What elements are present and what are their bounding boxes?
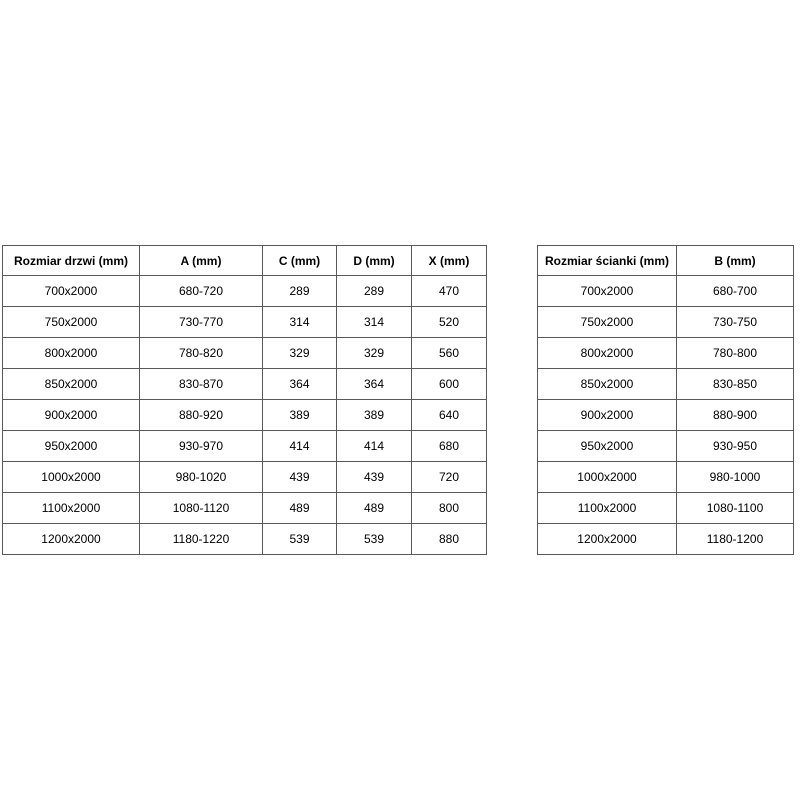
table-cell: 730-770 [140, 307, 263, 338]
table-row [538, 369, 794, 400]
column-header: X (mm) [412, 246, 487, 276]
table-cell: 680-720 [140, 276, 263, 307]
table-cell: 950x2000 [3, 431, 140, 462]
table-row [538, 431, 794, 462]
table-row [538, 493, 794, 524]
table-cell: 1080-1100 [677, 493, 794, 524]
table-cell: 880-920 [140, 400, 263, 431]
table-cell: 830-870 [140, 369, 263, 400]
table-cell: 389 [337, 400, 412, 431]
column-header: Rozmiar ścianki (mm) [538, 246, 677, 276]
table-row [538, 462, 794, 493]
table-cell: 850x2000 [538, 369, 677, 400]
table-cell: 539 [337, 524, 412, 555]
table-row [538, 400, 794, 431]
table-row [3, 493, 487, 524]
table-cell: 470 [412, 276, 487, 307]
table-cell: 414 [263, 431, 337, 462]
table-row [538, 338, 794, 369]
table-cell: 800x2000 [3, 338, 140, 369]
table-cell: 900x2000 [538, 400, 677, 431]
table-cell: 539 [263, 524, 337, 555]
table-cell: 439 [337, 462, 412, 493]
table-row [3, 462, 487, 493]
table-cell: 1080-1120 [140, 493, 263, 524]
table-cell: 364 [263, 369, 337, 400]
table-cell: 800x2000 [538, 338, 677, 369]
table-cell: 289 [337, 276, 412, 307]
table-row [538, 307, 794, 338]
table-cell: 930-970 [140, 431, 263, 462]
table-cell: 750x2000 [3, 307, 140, 338]
table-cell: 1180-1200 [677, 524, 794, 555]
table-cell: 950x2000 [538, 431, 677, 462]
table-cell: 780-820 [140, 338, 263, 369]
table-row [3, 307, 487, 338]
table-cell: 1100x2000 [3, 493, 140, 524]
door-sizes-table [2, 245, 487, 555]
table-cell: 1000x2000 [3, 462, 140, 493]
table-cell: 489 [263, 493, 337, 524]
table-cell: 389 [263, 400, 337, 431]
table-cell: 439 [263, 462, 337, 493]
table-cell: 1200x2000 [538, 524, 677, 555]
table-cell: 930-950 [677, 431, 794, 462]
table-cell: 880 [412, 524, 487, 555]
table-cell: 560 [412, 338, 487, 369]
column-header: C (mm) [263, 246, 337, 276]
table-cell: 314 [337, 307, 412, 338]
table-cell: 780-800 [677, 338, 794, 369]
column-header: D (mm) [337, 246, 412, 276]
table-cell: 720 [412, 462, 487, 493]
table-row [3, 338, 487, 369]
table-row [3, 524, 487, 555]
table-cell: 850x2000 [3, 369, 140, 400]
table-cell: 980-1020 [140, 462, 263, 493]
header-row [538, 246, 794, 276]
table-row [538, 276, 794, 307]
table-cell: 414 [337, 431, 412, 462]
table-cell: 1100x2000 [538, 493, 677, 524]
table-cell: 700x2000 [538, 276, 677, 307]
table-cell: 700x2000 [3, 276, 140, 307]
table-cell: 1000x2000 [538, 462, 677, 493]
column-header: A (mm) [140, 246, 263, 276]
table-cell: 880-900 [677, 400, 794, 431]
table-cell: 680 [412, 431, 487, 462]
table-cell: 730-750 [677, 307, 794, 338]
column-header: Rozmiar drzwi (mm) [3, 246, 140, 276]
table-cell: 600 [412, 369, 487, 400]
table-cell: 900x2000 [3, 400, 140, 431]
table-cell: 520 [412, 307, 487, 338]
table-cell: 289 [263, 276, 337, 307]
table-cell: 750x2000 [538, 307, 677, 338]
table-row [3, 400, 487, 431]
table-row [538, 524, 794, 555]
table-row [3, 276, 487, 307]
table-cell: 980-1000 [677, 462, 794, 493]
table-cell: 314 [263, 307, 337, 338]
table-row [3, 431, 487, 462]
table-cell: 830-850 [677, 369, 794, 400]
table-cell: 680-700 [677, 276, 794, 307]
table-cell: 1180-1220 [140, 524, 263, 555]
table-cell: 329 [337, 338, 412, 369]
column-header: B (mm) [677, 246, 794, 276]
table-cell: 489 [337, 493, 412, 524]
table-row [3, 369, 487, 400]
wall-sizes-table [537, 245, 794, 555]
table-cell: 329 [263, 338, 337, 369]
table-cell: 800 [412, 493, 487, 524]
table-cell: 640 [412, 400, 487, 431]
table-cell: 1200x2000 [3, 524, 140, 555]
table-cell: 364 [337, 369, 412, 400]
header-row [3, 246, 487, 276]
